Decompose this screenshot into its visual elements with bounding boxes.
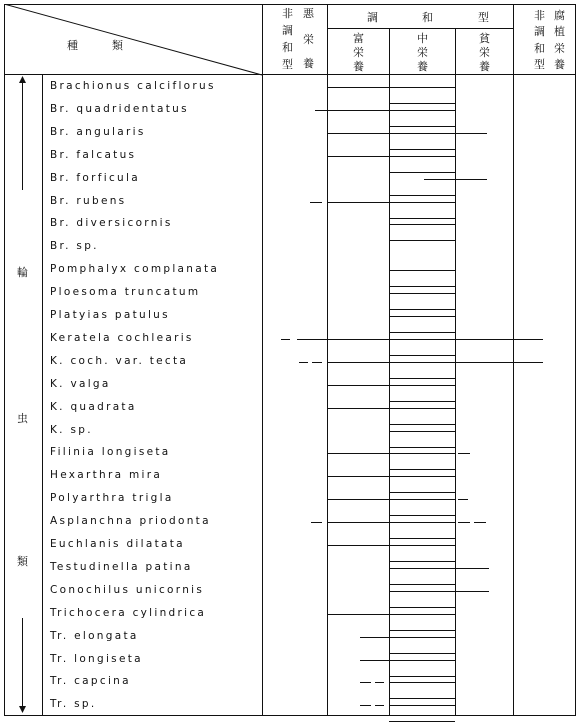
species-name: K. sp. [50, 423, 93, 436]
cell-bottom-line [389, 355, 455, 356]
species-name: Br. rubens [50, 194, 127, 207]
range-bar [389, 431, 455, 432]
cell-bottom-line [389, 492, 455, 493]
cell-bottom-line [389, 653, 455, 654]
arrow-up-icon [18, 76, 27, 84]
range-bar [327, 156, 455, 157]
cell-bottom-line [389, 676, 455, 677]
col-line-species [262, 4, 263, 716]
cell-bottom-line [389, 630, 455, 631]
species-column-header: 種 類 [67, 39, 127, 52]
cell-bottom-line [389, 286, 455, 287]
cell-bottom-line [389, 401, 455, 402]
species-name: Filinia longiseta [50, 446, 171, 459]
species-name: Br. angularis [50, 125, 146, 138]
cell-bottom-line [389, 240, 455, 241]
species-name: Br. falcatus [50, 148, 137, 161]
species-name: Br. sp. [50, 240, 99, 253]
cell-bottom-line [389, 309, 455, 310]
species-name: K. coch. var. tecta [50, 354, 189, 367]
range-bar [327, 453, 455, 454]
range-bar [327, 133, 487, 134]
cell-bottom-line [389, 218, 455, 219]
species-name: Ploesoma truncatum [50, 286, 201, 299]
range-bar [458, 522, 470, 523]
species-name: Keratela cochlearis [50, 331, 194, 344]
range-bar [389, 270, 455, 271]
header-divider [4, 74, 576, 75]
range-bar [389, 224, 455, 225]
cell-bottom-line [389, 447, 455, 448]
range-bar [327, 499, 455, 500]
range-bar [327, 385, 455, 386]
range-bar [281, 339, 290, 340]
cell-bottom-line [389, 607, 455, 608]
range-bar [389, 591, 489, 592]
col-line-group [42, 74, 43, 716]
cell-bottom-line [389, 698, 455, 699]
species-name: Br. quadridentatus [50, 102, 189, 115]
species-name: Hexarthra mira [50, 469, 163, 482]
cell-bottom-line [389, 378, 455, 379]
range-bar [327, 545, 455, 546]
species-name: Polyarthra trigla [50, 492, 174, 505]
cell-bottom-line [389, 584, 455, 585]
species-name: Br. forficula [50, 171, 140, 184]
range-bar [389, 293, 455, 294]
species-name: Br. diversicornis [50, 217, 173, 230]
cell-bottom-line [389, 149, 455, 150]
range-bar [360, 705, 371, 706]
range-bar [327, 202, 455, 203]
range-bar [424, 179, 487, 180]
cell-bottom-line [389, 332, 455, 333]
col-line-oligo [513, 4, 514, 716]
range-bar [327, 614, 455, 615]
species-name: K. quadrata [50, 400, 137, 413]
range-bar [299, 362, 308, 363]
cell-bottom-line [389, 126, 455, 127]
cell-bottom-line [389, 469, 455, 470]
group-arrow-bottom [22, 618, 23, 710]
range-bar [389, 705, 455, 706]
range-bar [315, 110, 455, 111]
range-bar [327, 476, 455, 477]
range-bar [375, 682, 384, 683]
range-bar [389, 568, 489, 569]
species-name: Tr. longiseta [50, 652, 143, 665]
range-bar [360, 682, 371, 683]
range-bar [389, 316, 455, 317]
arrow-down-icon [18, 706, 27, 714]
cell-bottom-line [389, 172, 455, 173]
species-name: Pomphalyx complanata [50, 263, 220, 276]
range-bar [458, 453, 470, 454]
range-bar [297, 339, 543, 340]
range-bar [327, 522, 455, 523]
range-bar [310, 202, 322, 203]
range-bar [360, 660, 455, 661]
cell-bottom-line [389, 515, 455, 516]
species-name: Conochilus unicornis [50, 583, 205, 596]
species-name: Tr. sp. [50, 698, 97, 711]
species-name: K. valga [50, 377, 111, 390]
group-arrow-top [22, 80, 23, 190]
species-name: Tr. elongata [50, 629, 139, 642]
range-bar [327, 408, 455, 409]
species-name: Testudinella patina [50, 560, 193, 573]
range-bar [474, 522, 486, 523]
species-name: Brachionus calciflorus [50, 80, 216, 92]
range-bar [327, 87, 455, 88]
species-name: Tr. capcina [50, 675, 131, 688]
species-name: Platyias patulus [50, 309, 170, 321]
cell-bottom-line [389, 424, 455, 425]
cell-bottom-line [389, 538, 455, 539]
range-bar [458, 499, 468, 500]
cell-bottom-line [389, 195, 455, 196]
range-bar [375, 705, 384, 706]
species-name: Trichocera cylindrica [50, 606, 207, 619]
range-bar [360, 637, 455, 638]
species-name: Euchlanis dilatata [50, 538, 185, 550]
cell-bottom-line [389, 561, 455, 562]
range-bar [389, 682, 455, 683]
col-line-meso [455, 28, 456, 716]
range-bar [312, 362, 322, 363]
species-name: Asplanchna priodonta [50, 515, 211, 528]
range-bar [327, 362, 543, 363]
cell-bottom-line [389, 103, 455, 104]
range-bar [311, 522, 322, 523]
harmonic-title-divider [327, 28, 513, 29]
